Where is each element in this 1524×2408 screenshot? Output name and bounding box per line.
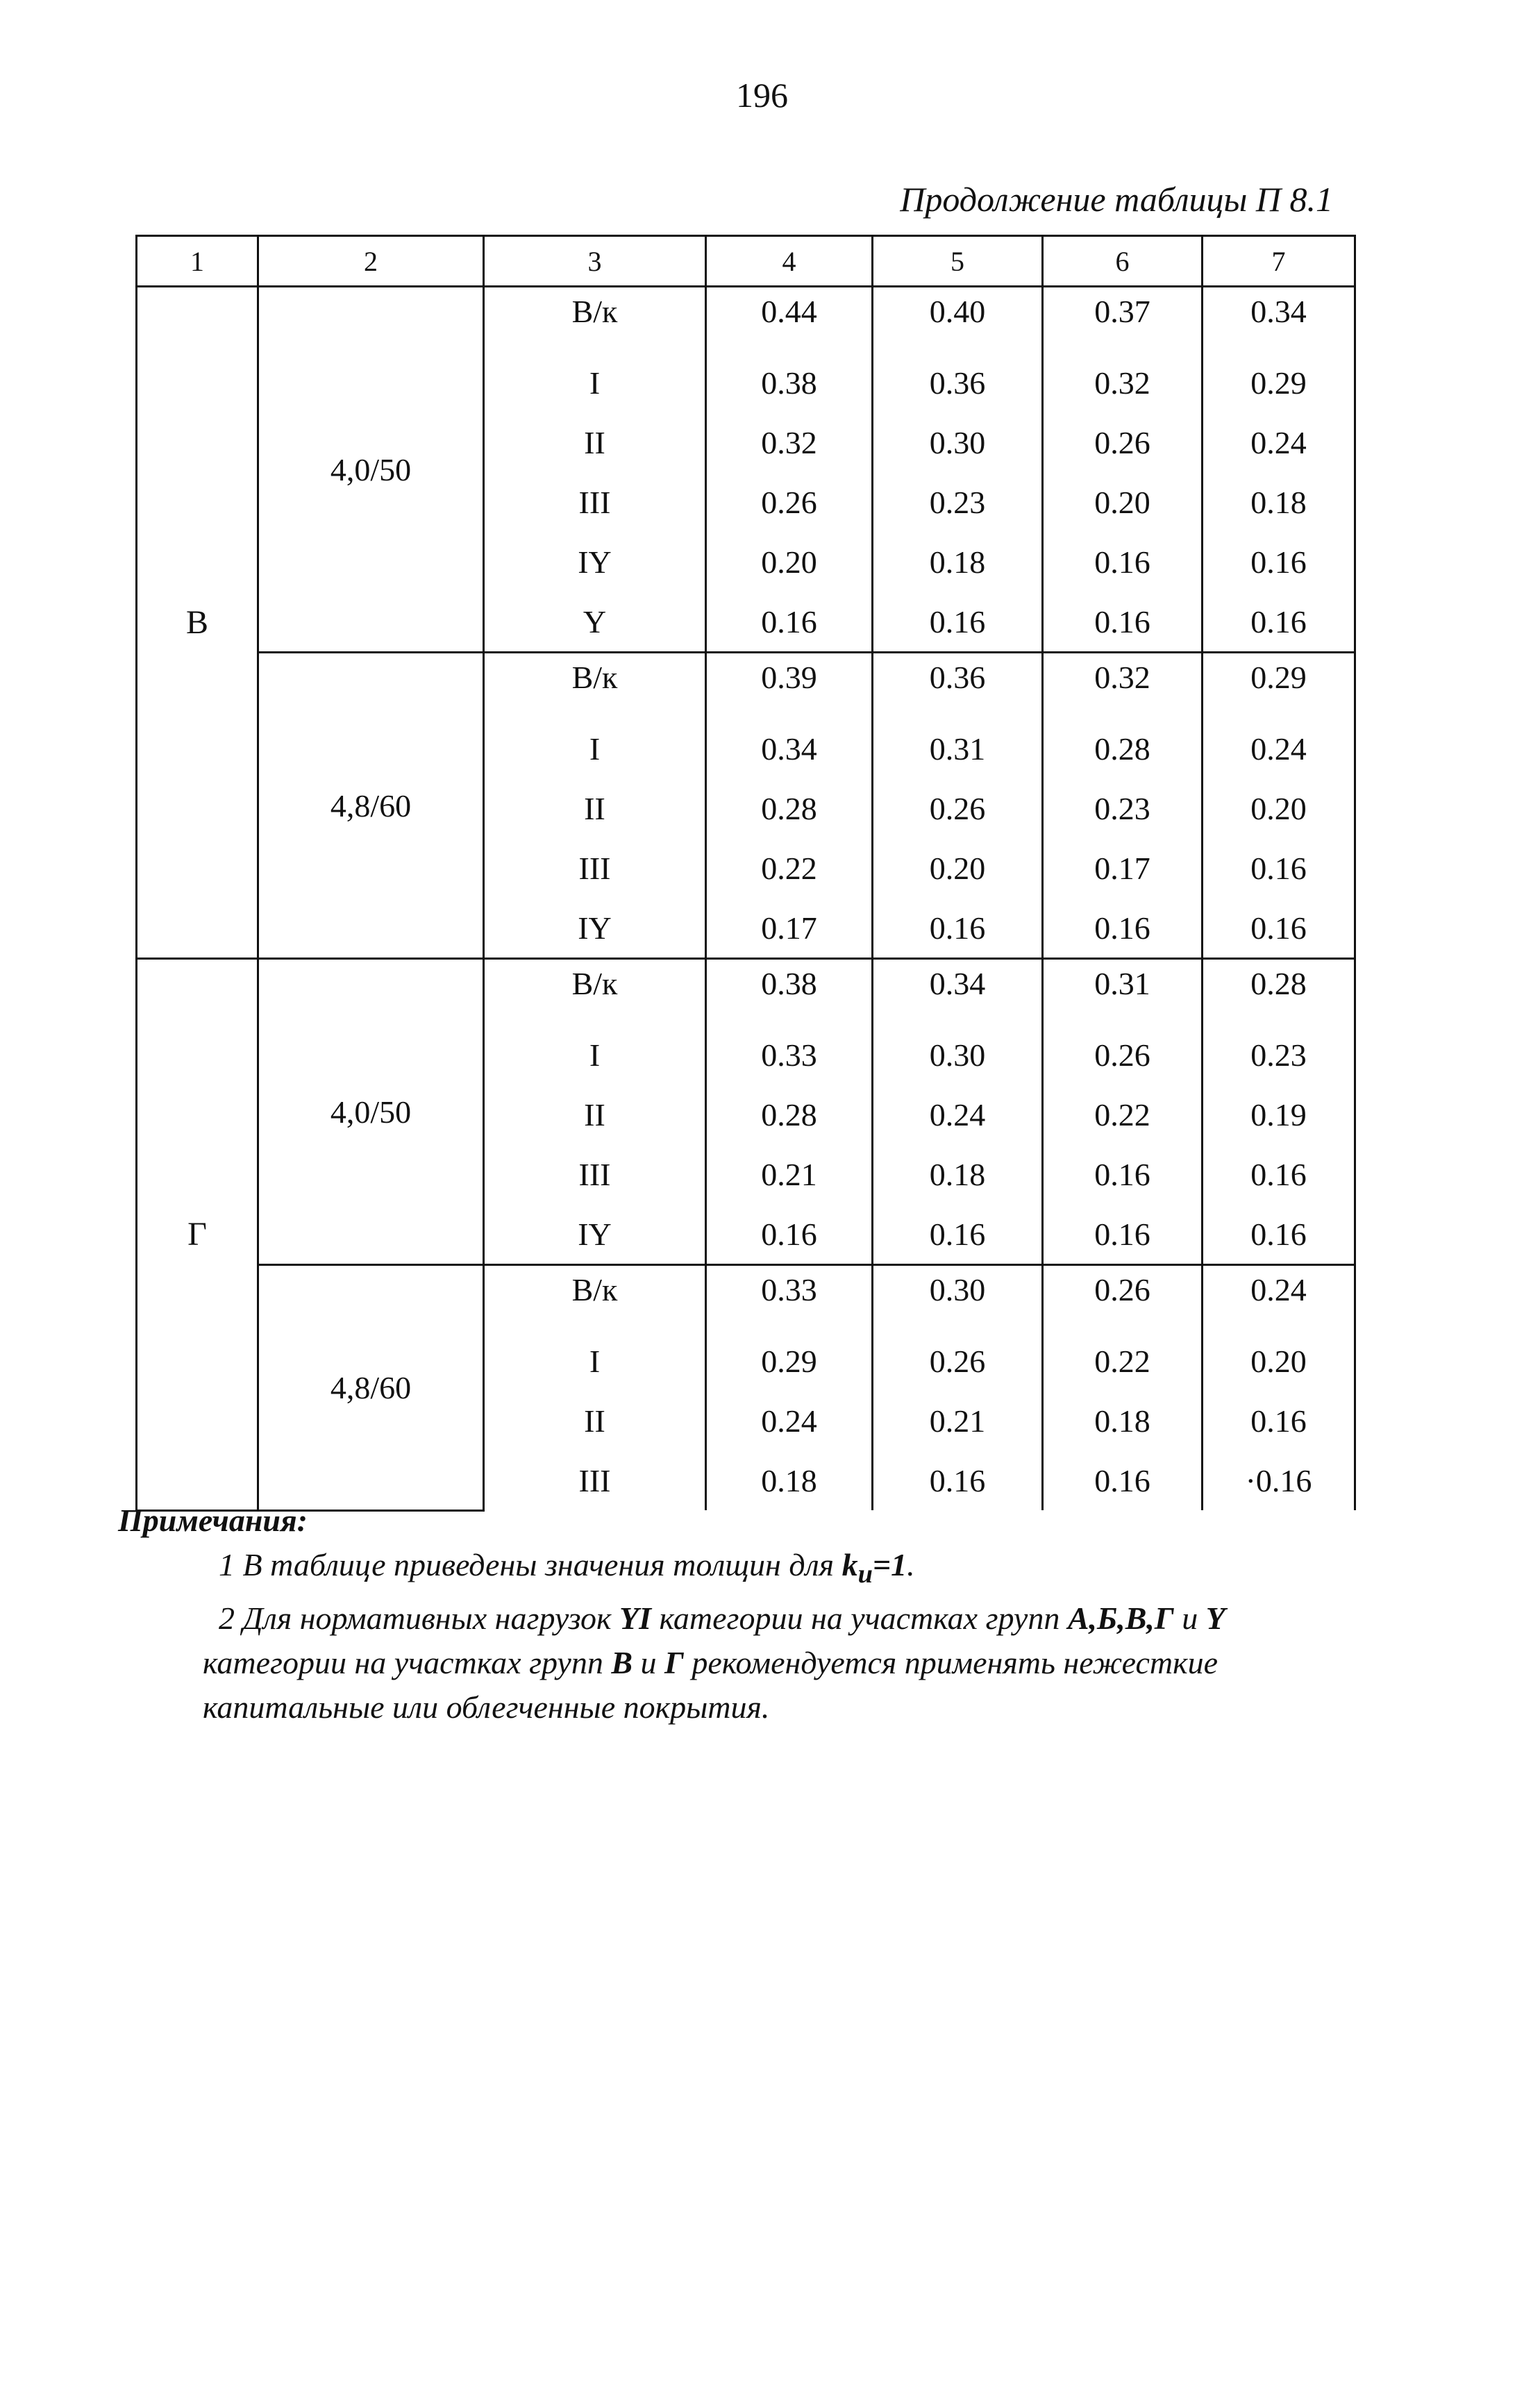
category-cell: II <box>484 1085 706 1144</box>
value-cell: 0.18 <box>1203 472 1355 532</box>
value-cell: 0.31 <box>1043 959 1203 1026</box>
category-cell: I <box>484 719 706 778</box>
category-cell: I <box>484 1025 706 1085</box>
subgroup-label: 4,0/50 <box>258 287 484 653</box>
category-cell: I <box>484 1331 706 1391</box>
value-cell: 0.34 <box>873 959 1043 1026</box>
value-cell: 0.18 <box>873 532 1043 592</box>
value-cell: 0.19 <box>1203 1085 1355 1144</box>
value-cell: 0.16 <box>1043 532 1203 592</box>
page-number: 196 <box>736 76 788 115</box>
value-cell: 0.21 <box>873 1391 1043 1450</box>
category-cell: В/к <box>484 653 706 719</box>
value-cell: 0.18 <box>1043 1391 1203 1450</box>
value-cell: 0.17 <box>706 898 873 959</box>
group-label: В <box>137 287 258 959</box>
value-cell: 0.20 <box>1203 778 1355 838</box>
table-body <box>137 287 1355 1511</box>
value-cell: 0.16 <box>1043 1450 1203 1510</box>
note-1 <box>118 1543 1354 1596</box>
value-cell: 0.16 <box>1043 1144 1203 1204</box>
value-cell: 0.24 <box>1203 719 1355 778</box>
value-cell: 0.16 <box>1203 1144 1355 1204</box>
note-2-bold: А,Б,В,Г <box>1067 1600 1174 1637</box>
value-cell: 0.22 <box>1043 1331 1203 1391</box>
value-cell: 0.28 <box>706 778 873 838</box>
note-2-text: рекомендуется применять нежесткие <box>683 1645 1219 1681</box>
table-row <box>137 1265 1355 1332</box>
value-cell: 0.16 <box>1203 592 1355 653</box>
table-caption: Продолжение таблицы П 8.1 <box>900 180 1333 219</box>
value-cell: 0.26 <box>1043 1025 1203 1085</box>
value-cell: 0.29 <box>1203 653 1355 719</box>
note-1-k-letter: k <box>841 1547 858 1582</box>
category-cell: III <box>484 472 706 532</box>
value-cell: 0.28 <box>706 1085 873 1144</box>
value-cell: 0.32 <box>1043 353 1203 412</box>
value-cell: 0.17 <box>1043 838 1203 898</box>
value-cell: 0.40 <box>873 287 1043 353</box>
subgroup-label: 4,8/60 <box>258 653 484 959</box>
value-cell: ·0.16 <box>1203 1450 1355 1510</box>
subgroup-label: 4,0/50 <box>258 959 484 1265</box>
value-cell: 0.30 <box>873 1265 1043 1332</box>
note-2-line-1 <box>118 1596 1354 1641</box>
value-cell: 0.16 <box>1203 532 1355 592</box>
value-cell: 0.32 <box>706 412 873 472</box>
column-header: 7 <box>1203 236 1355 287</box>
table-row <box>137 287 1355 353</box>
value-cell: 0.44 <box>706 287 873 353</box>
column-header: 5 <box>873 236 1043 287</box>
group-label: Г <box>137 959 258 1511</box>
value-cell: 0.24 <box>873 1085 1043 1144</box>
category-cell: III <box>484 1144 706 1204</box>
value-cell: 0.16 <box>1043 592 1203 653</box>
value-cell: 0.28 <box>1203 959 1355 1026</box>
note-2-line-2 <box>118 1641 1354 1685</box>
value-cell: 0.30 <box>873 412 1043 472</box>
value-cell: 0.34 <box>706 719 873 778</box>
table-row <box>137 653 1355 719</box>
value-cell: 0.16 <box>706 1204 873 1265</box>
value-cell: 0.33 <box>706 1025 873 1085</box>
value-cell: 0.22 <box>706 838 873 898</box>
value-cell: 0.31 <box>873 719 1043 778</box>
column-header: 2 <box>258 236 484 287</box>
note-2-text: и <box>633 1645 665 1681</box>
category-cell: I <box>484 353 706 412</box>
category-cell: II <box>484 778 706 838</box>
value-cell: 0.39 <box>706 653 873 719</box>
value-cell: 0.29 <box>706 1331 873 1391</box>
value-cell: 0.23 <box>1203 1025 1355 1085</box>
value-cell: 0.21 <box>706 1144 873 1204</box>
value-cell: 0.16 <box>706 592 873 653</box>
value-cell: 0.20 <box>706 532 873 592</box>
category-cell: В/к <box>484 959 706 1026</box>
value-cell: 0.16 <box>1203 1391 1355 1450</box>
value-cell: 0.24 <box>706 1391 873 1450</box>
value-cell: 0.16 <box>873 592 1043 653</box>
value-cell: 0.33 <box>706 1265 873 1332</box>
value-cell: 0.16 <box>1043 1204 1203 1265</box>
category-cell: IY <box>484 532 706 592</box>
value-cell: 0.26 <box>1043 1265 1203 1332</box>
value-cell: 0.16 <box>873 1450 1043 1510</box>
note-2-bold: YI <box>619 1600 651 1637</box>
category-cell: В/к <box>484 287 706 353</box>
note-2-text: категории на участках групп <box>203 1645 612 1681</box>
value-cell: 0.29 <box>1203 353 1355 412</box>
value-cell: 0.24 <box>1203 412 1355 472</box>
note-2-text: категории на участках групп <box>651 1600 1068 1637</box>
value-cell: 0.32 <box>1043 653 1203 719</box>
value-cell: 0.16 <box>1203 1204 1355 1265</box>
category-cell: II <box>484 1391 706 1450</box>
value-cell: 0.26 <box>873 1331 1043 1391</box>
data-table <box>135 235 1356 1512</box>
category-cell: IY <box>484 898 706 959</box>
category-cell: III <box>484 838 706 898</box>
note-1-k <box>841 1547 907 1589</box>
notes <box>118 1498 1354 1730</box>
value-cell: 0.20 <box>1203 1331 1355 1391</box>
value-cell: 0.26 <box>1043 412 1203 472</box>
note-2-text: 2 Для нормативных нагрузок <box>219 1600 619 1637</box>
category-cell: III <box>484 1450 706 1510</box>
value-cell: 0.26 <box>873 778 1043 838</box>
value-cell: 0.36 <box>873 653 1043 719</box>
category-cell: II <box>484 412 706 472</box>
value-cell: 0.16 <box>1203 838 1355 898</box>
value-cell: 0.24 <box>1203 1265 1355 1332</box>
value-cell: 0.16 <box>1203 898 1355 959</box>
value-cell: 0.20 <box>1043 472 1203 532</box>
note-2-bold: Y <box>1205 1600 1225 1637</box>
value-cell: 0.16 <box>873 898 1043 959</box>
value-cell: 0.16 <box>873 1204 1043 1265</box>
value-cell: 0.18 <box>706 1450 873 1510</box>
category-cell: IY <box>484 1204 706 1265</box>
column-header: 4 <box>706 236 873 287</box>
column-header: 1 <box>137 236 258 287</box>
value-cell: 0.36 <box>873 353 1043 412</box>
category-cell: Y <box>484 592 706 653</box>
value-cell: 0.16 <box>1043 898 1203 959</box>
note-2-bold: Г <box>664 1645 684 1681</box>
value-cell: 0.18 <box>873 1144 1043 1204</box>
note-1-text: 1 В таблице приведены значения толщин для <box>219 1547 842 1582</box>
value-cell: 0.26 <box>706 472 873 532</box>
subgroup-label: 4,8/60 <box>258 1265 484 1511</box>
value-cell: 0.23 <box>873 472 1043 532</box>
note-1-suffix: . <box>907 1547 915 1582</box>
category-cell: В/к <box>484 1265 706 1332</box>
value-cell: 0.38 <box>706 353 873 412</box>
note-2-bold: В <box>611 1645 633 1681</box>
note-1-k-sub: u <box>857 1560 873 1589</box>
value-cell: 0.34 <box>1203 287 1355 353</box>
value-cell: 0.38 <box>706 959 873 1026</box>
value-cell: 0.22 <box>1043 1085 1203 1144</box>
header-row <box>137 236 1355 287</box>
notes-title: Примечания: <box>118 1503 308 1538</box>
table-row <box>137 959 1355 1026</box>
note-2-text: и <box>1173 1600 1206 1637</box>
value-cell: 0.20 <box>873 838 1043 898</box>
note-1-k-rest: =1 <box>872 1547 907 1582</box>
value-cell: 0.30 <box>873 1025 1043 1085</box>
column-header: 6 <box>1043 236 1203 287</box>
value-cell: 0.23 <box>1043 778 1203 838</box>
value-cell: 0.28 <box>1043 719 1203 778</box>
column-header: 3 <box>484 236 706 287</box>
value-cell: 0.37 <box>1043 287 1203 353</box>
note-2-line-3: капитальные или облегченные покрытия. <box>203 1689 770 1725</box>
